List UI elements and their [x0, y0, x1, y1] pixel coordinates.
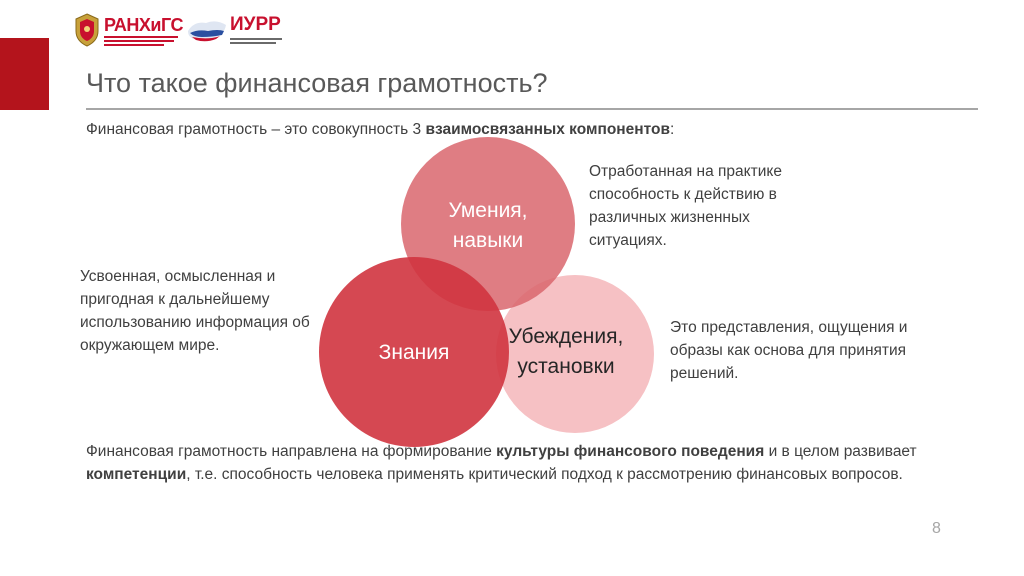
- description-knowledge: Усвоенная, осмысленная и пригодная к дальнейшему использованию информация об окружающем мире.: [80, 268, 310, 354]
- footer-bold1: культуры финансового поведения: [496, 443, 765, 460]
- footer-part1: Финансовая грамотность направлена на формирование: [86, 443, 497, 460]
- footer-bold2: компетенции: [86, 466, 187, 483]
- intro-bold: взаимосвязанных компонентов: [425, 121, 671, 138]
- ranepa-abbreviation: РАНХиГС: [104, 15, 183, 35]
- iurr-abbreviation: ИУРР: [230, 14, 281, 35]
- intro-plain: Финансовая грамотность – это совокупность 3: [86, 121, 426, 138]
- footer-part3: , т.е. способность человека применять критический подход к рассмотрению финансовых вопросов.: [186, 466, 903, 483]
- page-number: 8: [932, 520, 941, 537]
- title-divider: [86, 108, 978, 110]
- footer-part2: и в целом развивает: [764, 443, 917, 460]
- label-knowledge: Знания: [378, 341, 450, 364]
- footer-paragraph: [86, 440, 956, 486]
- description-beliefs: Это представления, ощущения и образы как основа для принятия решений.: [670, 319, 908, 382]
- label-skills-line1: Умения,: [448, 199, 528, 222]
- iurr-logo: [186, 13, 286, 49]
- ranepa-subtitle-lines: [104, 35, 180, 47]
- label-beliefs-line2: установки: [517, 355, 615, 378]
- iurr-subtitle-lines: [230, 37, 284, 47]
- ranepa-logo: [74, 13, 183, 49]
- russia-map-icon: [186, 17, 228, 45]
- label-skills-line2: навыки: [452, 229, 524, 252]
- label-beliefs-line1: Убеждения,: [508, 325, 624, 348]
- description-skills: Отработанная на практике способность к действию в различных жизненных ситуациях.: [589, 163, 782, 249]
- page-title: Что такое финансовая грамотность?: [86, 68, 548, 98]
- intro-end: :: [670, 121, 675, 138]
- label-skills: [428, 196, 548, 256]
- title-accent-bar: [0, 38, 49, 110]
- emblem-icon: [74, 13, 100, 47]
- label-beliefs: [500, 322, 632, 382]
